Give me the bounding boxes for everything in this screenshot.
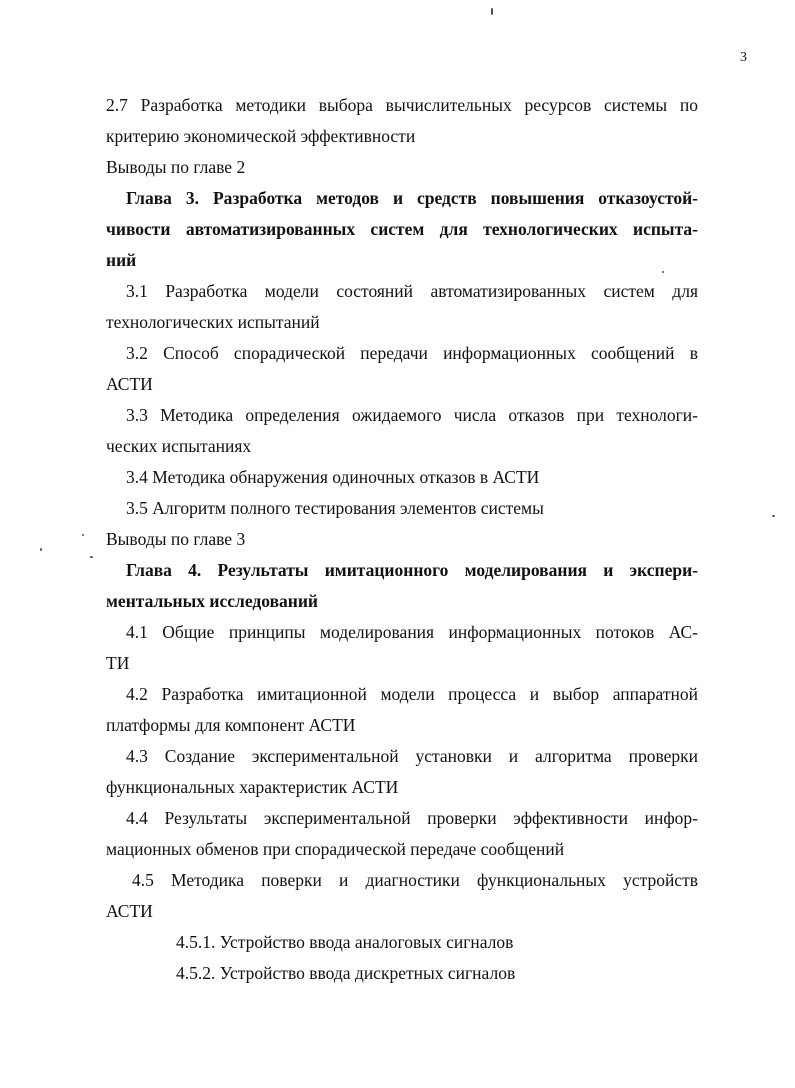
scan-speck xyxy=(40,548,42,551)
toc-line: Выводы по главе 2 xyxy=(106,157,246,177)
toc-line: 4.5.1. Устройство ввода аналоговых сигналов xyxy=(176,932,514,952)
toc-line: 3.4 Методика обнаружения одиночных отказов в АСТИ xyxy=(126,467,540,487)
toc-line: критерию экономической эффективности xyxy=(106,126,416,146)
scan-speck xyxy=(82,534,84,536)
toc-line: ментальных исследований xyxy=(106,591,319,611)
toc-line: 2.7 Разработка методики выбора вычислительных ресурсов системы по xyxy=(106,95,698,115)
toc-line: 3.1 Разработка модели состояний автоматизированных систем для xyxy=(126,281,698,301)
toc-line: 4.5 Методика поверки и диагностики функциональных устройств xyxy=(132,870,698,890)
toc-line: ний xyxy=(106,250,137,270)
toc-line: 3.3 Методика определения ожидаемого числа отказов при технологи- xyxy=(126,405,698,425)
page-number: 3 xyxy=(740,50,747,65)
toc-line: платформы для компонент АСТИ xyxy=(106,715,356,735)
toc-line: 4.2 Разработка имитационной модели процесса и выбор аппаратной xyxy=(126,684,698,704)
toc-line: 4.1 Общие принципы моделирования информационных потоков АС- xyxy=(126,622,698,642)
toc-line: АСТИ xyxy=(106,374,153,394)
toc-line: Глава 3. Разработка методов и средств повышения отказоустой- xyxy=(126,188,698,208)
toc-line: технологических испытаний xyxy=(106,312,320,332)
scan-speck xyxy=(772,515,775,517)
scan-speck xyxy=(90,556,93,558)
toc-line: 4.5.2. Устройство ввода дискретных сигналов xyxy=(176,963,516,983)
toc-line: чивости автоматизированных систем для технологических испыта- xyxy=(106,219,698,239)
toc-line: мационных обменов при спорадической передаче сообщений xyxy=(106,839,565,859)
toc-line: Выводы по главе 3 xyxy=(106,529,246,549)
toc-line: 4.3 Создание экспериментальной установки и алгоритма проверки xyxy=(126,746,698,766)
toc-line: АСТИ xyxy=(106,901,153,921)
toc-line: 3.5 Алгоритм полного тестирования элементов системы xyxy=(126,498,544,518)
toc-line: функциональных характеристик АСТИ xyxy=(106,777,399,797)
toc-line: 3.2 Способ спорадической передачи информационных сообщений в xyxy=(126,343,698,363)
scan-speck xyxy=(491,8,493,15)
table-of-contents xyxy=(106,90,698,989)
toc-line: 4.4 Результаты экспериментальной проверки эффективности инфор- xyxy=(126,808,698,828)
toc-line: ческих испытаниях xyxy=(106,436,252,456)
toc-line: Глава 4. Результаты имитационного моделирования и экспери- xyxy=(126,560,698,580)
toc-line: ТИ xyxy=(106,653,130,673)
